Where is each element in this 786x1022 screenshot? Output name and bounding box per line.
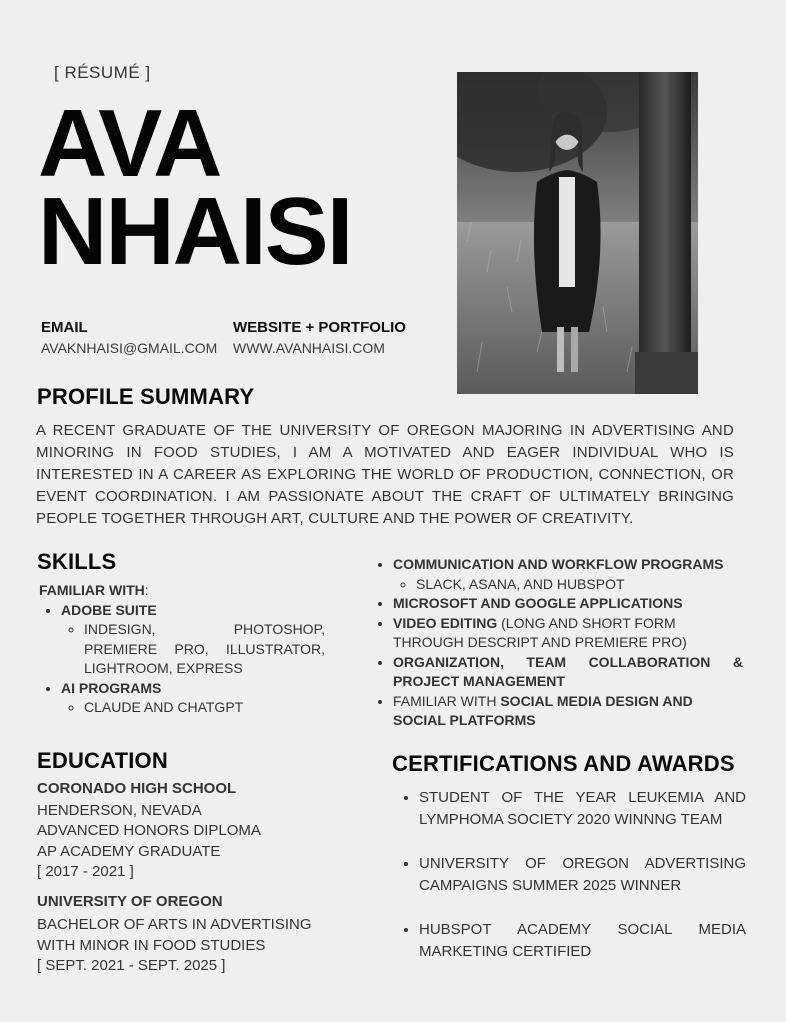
school-oregon-details bbox=[37, 915, 337, 977]
school-coronado-line: HENDERSON, NEVADA bbox=[37, 801, 202, 819]
skill-video-detail: (LONG AND SHORT FORM THROUGH DESCRIPT AND PREMIERE PRO) bbox=[393, 614, 687, 650]
profile-summary-heading: PROFILE SUMMARY bbox=[37, 384, 255, 409]
cert-item: • HUBSPOT ACADEMY SOCIAL MEDIA MARKETING CERTIFIED bbox=[419, 919, 746, 963]
email-label: EMAIL bbox=[41, 319, 88, 336]
website-block bbox=[233, 319, 406, 356]
skill-social-prefix: FAMILIAR WITH bbox=[393, 692, 501, 709]
certifications-list bbox=[419, 787, 746, 963]
skill-communication-label: COMMUNICATION AND WORKFLOW PROGRAMS bbox=[393, 556, 724, 572]
skill-communication-sublist bbox=[393, 575, 743, 595]
resume-tag: [ RÉSUMÉ ] bbox=[54, 63, 151, 82]
graduation-portrait-photo bbox=[457, 72, 698, 394]
skill-adobe-label: ADOBE SUITE bbox=[61, 601, 157, 618]
email-value[interactable]: AVAKNHAISI@GMAIL.COM bbox=[41, 340, 218, 356]
skills-heading: SKILLS bbox=[37, 549, 117, 574]
name-heading bbox=[38, 90, 352, 285]
education-block bbox=[37, 779, 337, 977]
cert-item: • STUDENT OF THE YEAR LEUKEMIA AND LYMPHOMA SOCIETY 2020 WINNNG TEAM bbox=[419, 787, 746, 831]
skill-microsoft-google: • MICROSOFT AND GOOGLE APPLICATIONS bbox=[393, 594, 743, 614]
school-coronado-line: ADVANCED HONORS DIPLOMA bbox=[37, 822, 261, 839]
skill-adobe bbox=[61, 601, 325, 679]
school-coronado: CORONADO HIGH SCHOOL bbox=[37, 780, 237, 797]
school-oregon: UNIVERSITY OF OREGON bbox=[37, 892, 223, 910]
skill-social-label: SOCIAL MEDIA DESIGN AND SOCIAL PLATFORMS bbox=[393, 692, 693, 728]
skill-ai bbox=[61, 679, 325, 718]
school-coronado-dates: [ 2017 - 2021 ] bbox=[37, 863, 134, 880]
familiar-with-label bbox=[39, 581, 325, 601]
skill-ai-detail: ◦ CLAUDE AND CHATGPT bbox=[84, 698, 325, 718]
profile-summary-text: A RECENT GRADUATE OF THE UNIVERSITY OF OREGON MAJORING IN ADVERTISING AND MINORING IN FOOD STUDIES, I AM A MOTIVATED AND EAGER INDIVIDUAL WHO IS INTERESTED IN A CAREER AS EXPLORING THE WORLD OF PRODUCTION, CONNECTION, OR EVENT COORDINATION. I AM PASSIONATE ABOUT THE CRAFT OF ULTIMATELY BRINGING PEOPLE TOGETHER THROUGH ART, CULTURE AND THE POWER OF CREATIVITY. bbox=[36, 422, 734, 527]
skill-ai-sublist bbox=[61, 698, 325, 718]
last-name: NHAISI bbox=[38, 178, 352, 285]
skills-list-left bbox=[39, 601, 325, 718]
familiar-with-text: FAMILIAR WITH bbox=[39, 582, 145, 598]
certifications-heading: CERTIFICATIONS AND AWARDS bbox=[392, 751, 735, 776]
familiar-with-colon: : bbox=[144, 582, 149, 598]
cert-item: • UNIVERSITY OF OREGON ADVERTISING CAMPAIGNS SUMMER 2025 WINNER bbox=[419, 853, 746, 897]
skill-communication-detail: ◦ SLACK, ASANA, AND HUBSPOT bbox=[416, 575, 743, 595]
website-label: WEBSITE + PORTFOLIO bbox=[233, 319, 406, 336]
skill-adobe-sublist bbox=[61, 620, 325, 679]
skill-social-media bbox=[393, 692, 743, 731]
skill-video-editing bbox=[393, 614, 743, 653]
skills-list-right bbox=[393, 555, 743, 731]
skill-video-label: VIDEO EDITING bbox=[393, 614, 498, 631]
skills-left-column bbox=[39, 581, 325, 718]
skill-communication bbox=[393, 555, 743, 594]
email-block bbox=[41, 319, 217, 356]
school-oregon-line: WITH MINOR IN FOOD STUDIES bbox=[37, 936, 266, 954]
school-oregon-dates: [ SEPT. 2021 - SEPT. 2025 ] bbox=[37, 957, 226, 974]
school-oregon-line: BACHELOR OF ARTS IN ADVERTISING bbox=[37, 916, 312, 933]
education-heading: EDUCATION bbox=[37, 748, 168, 773]
first-name: AVA bbox=[38, 90, 221, 197]
skill-adobe-detail: ◦ INDESIGN, PHOTOSHOP, PREMIERE PRO, ILLUSTRATOR, LIGHTROOM, EXPRESS bbox=[84, 620, 325, 679]
website-value[interactable]: WWW.AVANHAISI.COM bbox=[233, 340, 385, 356]
school-coronado-line: AP ACADEMY GRADUATE bbox=[37, 842, 221, 860]
school-coronado-details bbox=[37, 801, 337, 883]
skill-ai-label: AI PROGRAMS bbox=[61, 679, 162, 696]
skills-right-column bbox=[393, 555, 743, 731]
skill-organization: • ORGANIZATION, TEAM COLLABORATION & PROJECT MANAGEMENT bbox=[393, 653, 743, 692]
portrait-photo-icon bbox=[457, 72, 698, 394]
